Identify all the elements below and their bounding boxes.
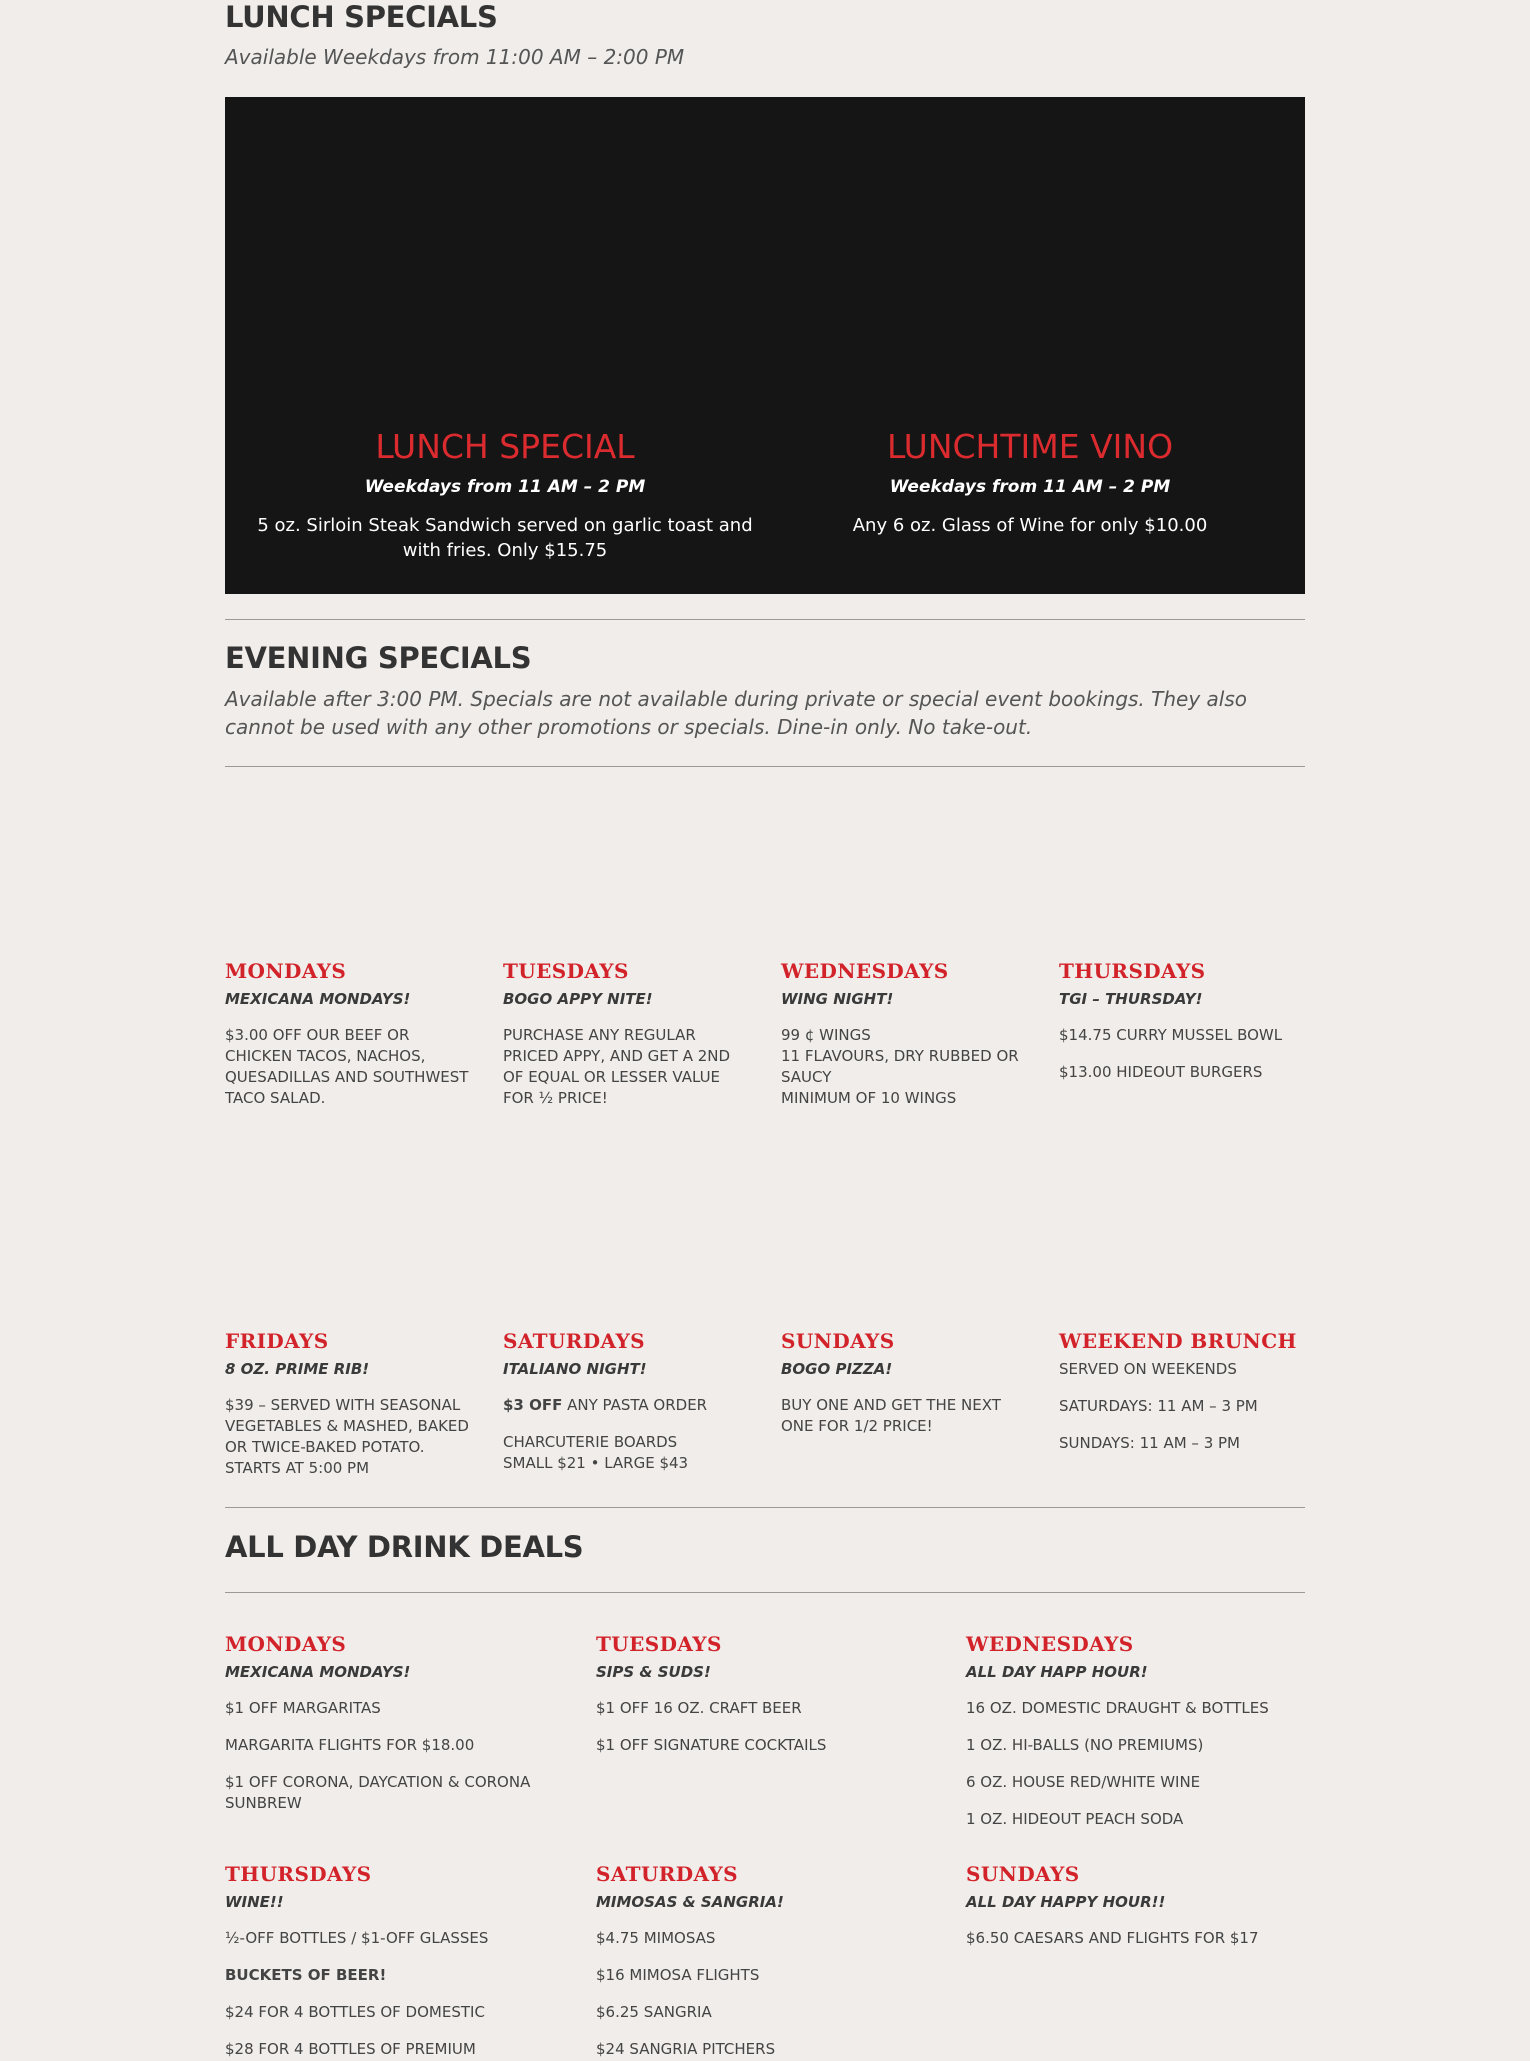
day-title: MONDAYS — [225, 959, 347, 983]
day-subtitle: ALL DAY HAPP HOUR! — [966, 1663, 1148, 1681]
lunch-panel — [225, 97, 1305, 594]
day-subtitle: MEXICANA MONDAYS! — [225, 1663, 411, 1681]
day-detail: MINIMUM OF 10 WINGS — [781, 1089, 957, 1107]
day-detail: $1 OFF SIGNATURE COCKTAILS — [596, 1736, 827, 1754]
day-detail: SUNDAYS: 11 AM – 3 PM — [1059, 1434, 1241, 1452]
day-detail: 99 ¢ WINGS — [781, 1026, 871, 1044]
day-subtitle: 8 OZ. PRIME RIB! — [225, 1360, 370, 1378]
day-title: SATURDAYS — [596, 1862, 738, 1886]
day-detail: $24 SANGRIA PITCHERS — [596, 2040, 776, 2058]
drinks-tuesday — [596, 1632, 936, 1756]
divider — [225, 619, 1305, 620]
day-detail: $16 MIMOSA FLIGHTS — [596, 1966, 760, 1984]
drinks-monday — [225, 1632, 565, 1814]
day-detail-text: ANY PASTA ORDER — [562, 1396, 708, 1414]
day-detail: SERVED ON WEEKENDS — [1059, 1360, 1237, 1378]
lunch-special-card — [245, 425, 765, 563]
day-title: TUESDAYS — [503, 959, 629, 983]
day-detail: $6.25 SANGRIA — [596, 2003, 712, 2021]
day-title: MONDAYS — [225, 1632, 347, 1656]
evening-monday — [225, 959, 475, 1109]
lunchtime-vino-title: LUNCHTIME VINO — [886, 427, 1174, 466]
day-title: TUESDAYS — [596, 1632, 722, 1656]
day-detail: 1 OZ. HI-BALLS (NO PREMIUMS) — [966, 1736, 1204, 1754]
day-subtitle: MIMOSAS & SANGRIA! — [596, 1893, 784, 1911]
day-detail: CHARCUTERIE BOARDS — [503, 1433, 678, 1451]
day-title: SUNDAYS — [966, 1862, 1080, 1886]
day-detail: OF EQUAL OR LESSER VALUE — [503, 1068, 721, 1086]
day-subtitle: ITALIANO NIGHT! — [503, 1360, 647, 1378]
evening-wednesday — [781, 959, 1031, 1109]
divider — [225, 766, 1305, 767]
day-detail: OR TWICE-BAKED POTATO. — [225, 1438, 425, 1456]
day-detail: $28 FOR 4 BOTTLES OF PREMIUM — [225, 2040, 476, 2058]
lunch-special-hours: Weekdays from 11 AM – 2 PM — [364, 477, 646, 497]
evening-subheading: Available after 3:00 PM. Specials are not available during private or special event bookings. They also cannot be used with any other promotions or specials. Dine-in only. No take-out. — [225, 687, 1248, 739]
drinks-sunday — [966, 1862, 1306, 1949]
evening-tuesday — [503, 959, 753, 1109]
day-detail: BUY ONE AND GET THE NEXT — [781, 1396, 1001, 1414]
day-title: FRIDAYS — [225, 1329, 329, 1353]
evening-weekend-brunch — [1059, 1329, 1329, 1454]
day-detail: $14.75 CURRY MUSSEL BOWL — [1059, 1026, 1283, 1044]
evening-heading: EVENING SPECIALS — [225, 641, 532, 675]
day-detail: ½-OFF BOTTLES / $1-OFF GLASSES — [225, 1929, 489, 1947]
lunchtime-vino-hours: Weekdays from 11 AM – 2 PM — [889, 477, 1171, 497]
day-detail: $1 OFF CORONA, DAYCATION & CORONA — [225, 1773, 531, 1791]
day-title: THURSDAYS — [225, 1862, 372, 1886]
day-detail: 11 FLAVOURS, DRY RUBBED OR — [781, 1047, 1019, 1065]
day-title: THURSDAYS — [1059, 959, 1206, 983]
day-detail: $6.50 CAESARS AND FLIGHTS FOR $17 — [966, 1929, 1259, 1947]
divider — [225, 1592, 1305, 1593]
day-detail: 16 OZ. DOMESTIC DRAUGHT & BOTTLES — [966, 1699, 1269, 1717]
day-detail: PRICED APPY, AND GET A 2ND — [503, 1047, 731, 1065]
day-detail: $1 OFF MARGARITAS — [225, 1699, 381, 1717]
divider — [225, 1507, 1305, 1508]
evening-thursday — [1059, 959, 1309, 1083]
drinks-heading: ALL DAY DRINK DEALS — [225, 1530, 584, 1564]
day-detail — [503, 1395, 753, 1416]
day-detail-bold: $3 OFF — [503, 1396, 563, 1414]
day-detail: $13.00 HIDEOUT BURGERS — [1059, 1063, 1263, 1081]
lunch-subheading: Available Weekdays from 11:00 AM – 2:00 PM — [225, 45, 685, 69]
day-title: SATURDAYS — [503, 1329, 645, 1353]
day-detail: $24 FOR 4 BOTTLES OF DOMESTIC — [225, 2003, 485, 2021]
day-detail: SUNBREW — [225, 1794, 302, 1812]
day-subtitle: SIPS & SUDS! — [596, 1663, 711, 1681]
drinks-thursday — [225, 1862, 565, 2060]
day-detail: BUCKETS OF BEER! — [225, 1966, 387, 1984]
lunch-special-title: LUNCH SPECIAL — [375, 427, 635, 466]
day-title: WEDNESDAYS — [781, 959, 949, 983]
day-subtitle: ALL DAY HAPPY HOUR!! — [966, 1893, 1166, 1911]
evening-saturday — [503, 1329, 753, 1474]
day-title: WEDNESDAYS — [966, 1632, 1134, 1656]
day-subtitle: WINE!! — [225, 1893, 284, 1911]
day-detail: SAUCY — [781, 1068, 832, 1086]
day-subtitle: WING NIGHT! — [781, 990, 894, 1008]
day-title: WEEKEND BRUNCH — [1059, 1329, 1297, 1353]
day-detail: ONE FOR 1/2 PRICE! — [781, 1417, 933, 1435]
day-subtitle: TGI – THURSDAY! — [1059, 990, 1203, 1008]
day-detail: FOR ½ PRICE! — [503, 1089, 608, 1107]
day-detail: $4.75 MIMOSAS — [596, 1929, 716, 1947]
day-detail: VEGETABLES & MASHED, BAKED — [225, 1417, 469, 1435]
day-detail: SATURDAYS: 11 AM – 3 PM — [1059, 1397, 1258, 1415]
day-detail: $39 – SERVED WITH SEASONAL — [225, 1396, 461, 1414]
day-detail: $1 OFF 16 OZ. CRAFT BEER — [596, 1699, 802, 1717]
day-detail: SMALL $21 • LARGE $43 — [503, 1454, 689, 1472]
day-detail: QUESADILLAS AND SOUTHWEST — [225, 1068, 469, 1086]
drinks-saturday — [596, 1862, 936, 2060]
day-detail: TACO SALAD. — [225, 1089, 326, 1107]
evening-friday — [225, 1329, 475, 1479]
lunchtime-vino-description: Any 6 oz. Glass of Wine for only $10.00 — [852, 515, 1208, 536]
day-subtitle: MEXICANA MONDAYS! — [225, 990, 411, 1008]
day-detail: CHICKEN TACOS, NACHOS, — [225, 1047, 426, 1065]
lunchtime-vino-card — [770, 425, 1290, 538]
day-title: SUNDAYS — [781, 1329, 895, 1353]
day-subtitle: BOGO APPY NITE! — [503, 990, 653, 1008]
day-detail: $3.00 OFF OUR BEEF OR — [225, 1026, 410, 1044]
day-detail: 1 OZ. HIDEOUT PEACH SODA — [966, 1810, 1184, 1828]
drinks-wednesday — [966, 1632, 1306, 1830]
day-subtitle: BOGO PIZZA! — [781, 1360, 893, 1378]
evening-sunday — [781, 1329, 1031, 1437]
day-detail: 6 OZ. HOUSE RED/WHITE WINE — [966, 1773, 1201, 1791]
day-detail: STARTS AT 5:00 PM — [225, 1459, 370, 1477]
lunch-special-description: 5 oz. Sirloin Steak Sandwich served on garlic toast and with fries. Only $15.75 — [257, 515, 753, 561]
day-detail: MARGARITA FLIGHTS FOR $18.00 — [225, 1736, 475, 1754]
day-detail: PURCHASE ANY REGULAR — [503, 1026, 696, 1044]
lunch-heading: LUNCH SPECIALS — [225, 0, 498, 34]
